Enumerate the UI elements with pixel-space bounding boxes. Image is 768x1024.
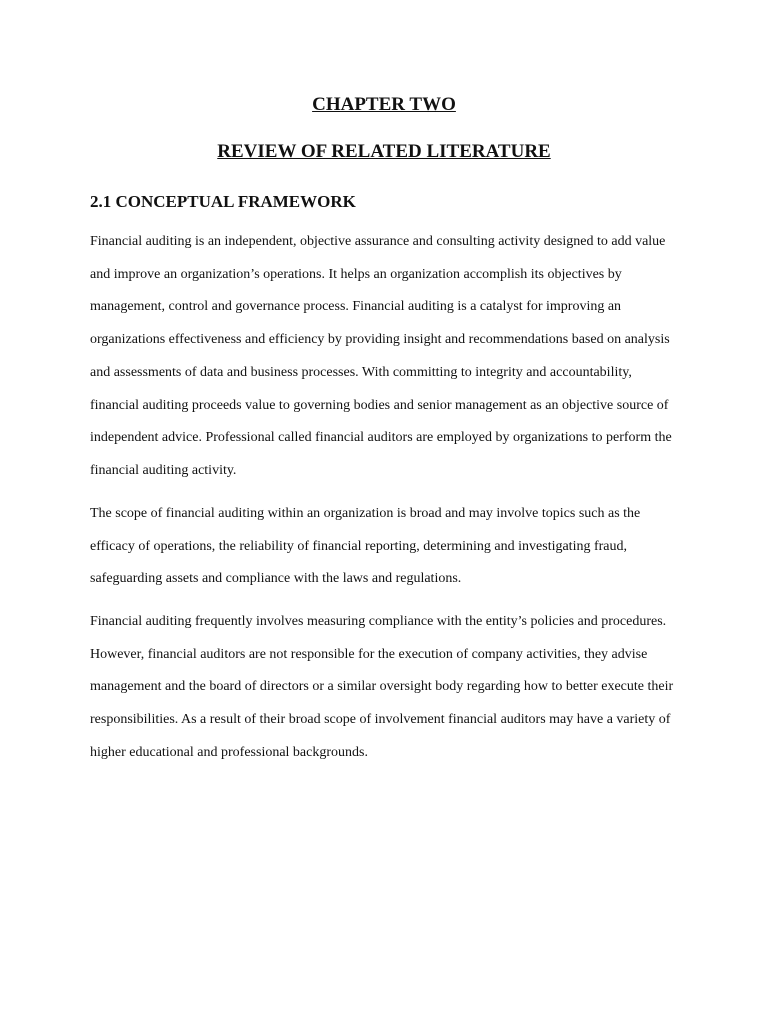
paragraph-3: [90, 606, 676, 770]
paragraph-line: and assessments of data and business processes. With committing to integrity and accountability,: [90, 364, 632, 380]
paragraph-line: However, financial auditors are not responsible for the execution of company activities, they advise: [90, 646, 648, 662]
paragraph-line: safeguarding assets and compliance with the laws and regulations.: [90, 571, 462, 587]
paragraph-line: efficacy of operations, the reliability of financial reporting, determining and investigating fraud,: [90, 538, 628, 554]
paragraph-line: and improve an organization’s operations. It helps an organization accomplish its objectives by: [90, 266, 622, 282]
paragraph-line: independent advice. Professional called financial auditors are employed by organizations to perform the: [90, 430, 672, 446]
paragraph-1: [90, 226, 676, 488]
paragraph-line: The scope of financial auditing within an organization is broad and may involve topics such as the: [90, 506, 641, 521]
paragraph-line: management and the board of directors or a similar oversight body regarding how to better execute their: [90, 679, 674, 695]
paragraph-line: higher educational and professional backgrounds.: [90, 744, 368, 760]
paragraph-line: financial auditing proceeds value to governing bodies and senior management as an objective source of: [90, 397, 669, 413]
paragraph-line: Financial auditing is an independent, objective assurance and consulting activity designed to add value: [90, 234, 666, 249]
chapter-title: CHAPTER TWO: [312, 94, 456, 115]
paragraph-line: organizations effectiveness and efficiency by providing insight and recommendations based on analysis: [90, 332, 670, 348]
paragraph-2: [90, 498, 676, 596]
paragraph-line: management, control and governance process. Financial auditing is a catalyst for improving an: [90, 299, 622, 315]
paragraph-line: Financial auditing frequently involves measuring compliance with the entity’s policies and procedures.: [90, 614, 667, 629]
paragraph-line: responsibilities. As a result of their broad scope of involvement financial auditors may have a variety of: [90, 712, 671, 728]
section-heading: 2.1 CONCEPTUAL FRAMEWORK: [90, 192, 356, 211]
paragraph-line: financial auditing activity.: [90, 462, 237, 478]
chapter-subtitle: REVIEW OF RELATED LITERATURE: [217, 141, 551, 162]
